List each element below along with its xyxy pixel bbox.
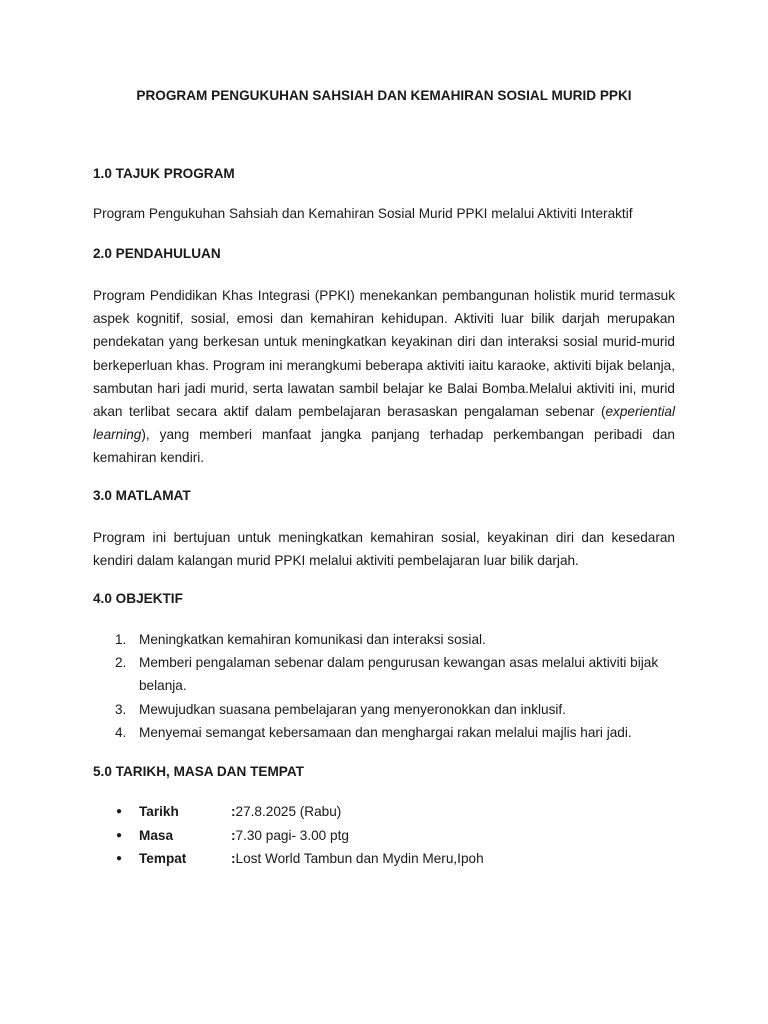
detail-label: Masa: [139, 827, 174, 843]
list-item-text: Memberi pengalaman sebenar dalam pengurusan kewangan asas melalui aktiviti bijak belanja.: [139, 655, 659, 694]
detail-row-masa: [93, 824, 484, 848]
detail-value: Lost World Tambun dan Mydin Meru,Ipoh: [235, 851, 484, 867]
section-heading-matlamat: 3.0 MATLAMAT: [93, 488, 191, 503]
bullet-icon: ●: [116, 806, 123, 818]
list-item-number: 4.: [115, 724, 127, 740]
section-heading-tarikh-masa-tempat: 5.0 TARIKH, MASA DAN TEMPAT: [93, 764, 304, 779]
detail-colon: :: [231, 851, 236, 867]
pendahuluan-text-1: Program Pendidikan Khas Integrasi (PPKI) menekankan pembangunan holistik murid termasuk aspek kognitif, sosial, emosi dan kemahiran kehidupan. Aktiviti luar bilik darjah merupakan pendekatan yang berkesan untuk meningkatkan keyakinan diri dan interaksi sosial murid-murid berkeperluan khas. Program ini merangkumi beberapa aktiviti iaitu karaoke, aktiviti bijak belanja, sambutan hari jadi murid, serta lawatan sambil belajar ke Balai Bomba.Melalui aktiviti ini, murid akan terlibat secara aktif dalam pembelajaran berasaskan pengalaman sebenar (: [93, 288, 675, 420]
document-title: PROGRAM PENGUKUHAN SAHSIAH DAN KEMAHIRAN SOSIAL MURID PPKI: [136, 88, 632, 103]
list-item-number: 2.: [115, 655, 127, 671]
detail-value: 7.30 pagi- 3.00 ptg: [235, 827, 349, 843]
list-item-number: 3.: [115, 701, 127, 717]
objektif-list: [93, 628, 675, 744]
section-heading-tajuk: 1.0 TAJUK PROGRAM: [93, 166, 235, 181]
section-heading-pendahuluan: 2.0 PENDAHULUAN: [93, 246, 221, 261]
list-item-text: Menyemai semangat kebersamaan dan menghargai rakan melalui majlis hari jadi.: [139, 724, 632, 740]
bullet-icon: ●: [116, 853, 123, 865]
pendahuluan-paragraph: [93, 284, 675, 470]
list-item: [93, 628, 675, 651]
bullet-icon: ●: [116, 829, 123, 841]
list-item-text: Meningkatkan kemahiran komunikasi dan interaksi sosial.: [139, 632, 486, 647]
matlamat-paragraph: Program ini bertujuan untuk meningkatkan kemahiran sosial, keyakinan diri dan kesedaran kendiri dalam kalangan murid PPKI melalui aktiviti pembelajaran luar bilik darjah.: [93, 530, 675, 569]
section-heading-objektif: 4.0 OBJEKTIF: [93, 591, 183, 606]
list-item-text: Mewujudkan suasana pembelajaran yang menyeronokkan dan inklusif.: [139, 701, 566, 717]
details-list: [93, 800, 484, 871]
detail-row-tempat: [93, 847, 484, 871]
list-item: [93, 721, 675, 744]
list-item: [93, 698, 675, 721]
detail-colon: :: [231, 804, 236, 820]
pendahuluan-text-2: ), yang memberi manfaat jangka panjang terhadap perkembangan peribadi dan kemahiran kendiri.: [93, 427, 675, 466]
pendahuluan-italic-term: experiential learning: [93, 404, 675, 443]
detail-colon: :: [231, 827, 236, 843]
detail-label: Tempat: [139, 851, 187, 867]
list-item: [93, 651, 675, 697]
detail-label: Tarikh: [139, 804, 179, 820]
tajuk-text: Program Pengukuhan Sahsiah dan Kemahiran Sosial Murid PPKI melalui Aktiviti Interaktif: [93, 206, 633, 221]
list-item-number: 1.: [115, 632, 127, 647]
detail-row-tarikh: [93, 800, 484, 824]
detail-value: 27.8.2025 (Rabu): [235, 804, 342, 820]
